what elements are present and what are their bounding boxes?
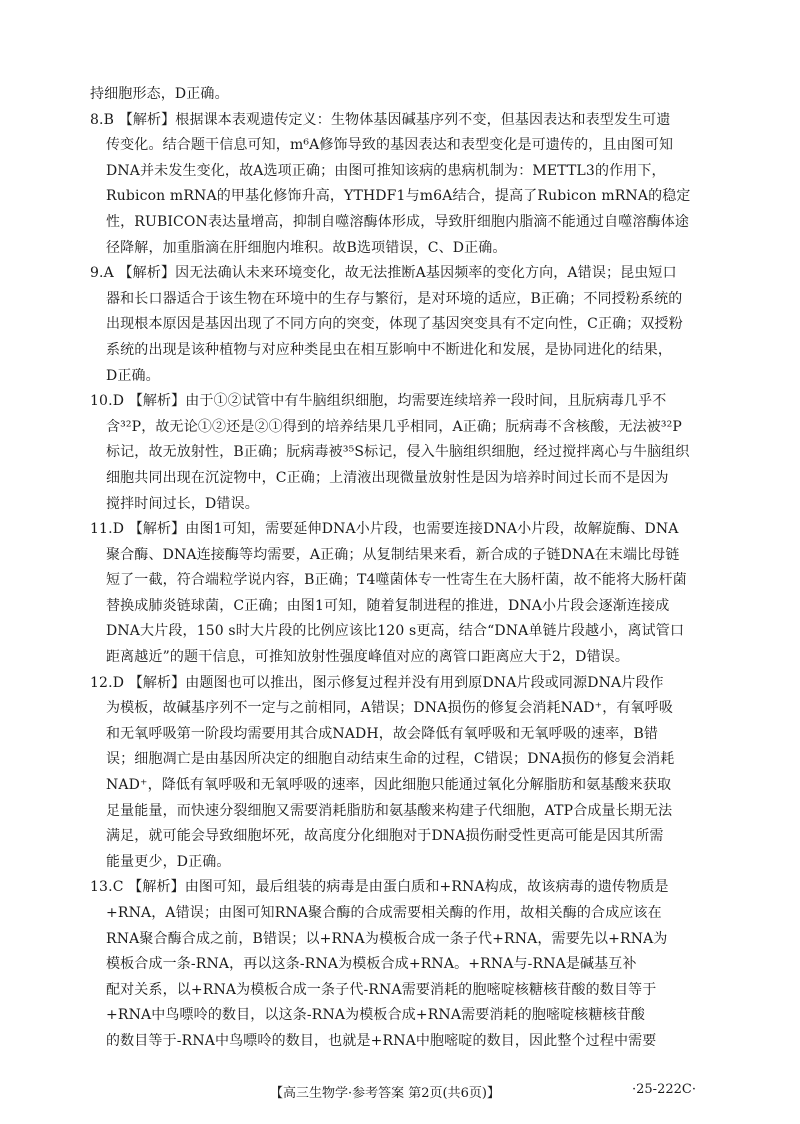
answer-11-line: 11.D 【解析】由图1可知，需要延伸DNA小片段，也需要连接DNA小片段，故解旋酶、DNA (90, 521, 679, 538)
text-line: 标记，故无放射性，B正确；朊病毒被³⁵S标记，侵入牛脑组织细胞，经过搅拌离心与牛脑组织 (106, 444, 690, 461)
answer-8-line: 8.B 【解析】根据课本表观遗传定义：生物体基因碱基序列不变，但基因表达和表型发生可遗 (90, 111, 671, 128)
text-line: 出现根本原因是基因出现了不同方向的突变，体现了基因突变具有不定向性，C正确；双授粉 (106, 316, 683, 333)
text-line: RNA聚合酶合成之前，B错误；以+RNA为模板合成一条子代+RNA，需要先以+RNA为 (106, 930, 668, 947)
text-line: D正确。 (106, 367, 160, 384)
text-line: 和无氧呼吸第一阶段均需要用其合成NADH，故会降低有氧呼吸和无氧呼吸的速率，B错 (106, 725, 659, 742)
text-line: 能量更少，D正确。 (106, 853, 231, 870)
text-line: DNA大片段，150 s时大片段的比例应该比120 s更高，结合“DNA单链片段越小，离试管口 (106, 623, 685, 640)
text-line: 器和长口器适合于该生物在环境中的生存与繁衍，是对环境的适应，B正确；不同授粉系统的 (106, 290, 683, 307)
text-line: 满足，就可能会导致细胞坏死，故高度分化细胞对于DNA损伤耐受性更高可能是因其所需 (106, 828, 664, 845)
answer-9-line: 9.A 【解析】因无法确认未来环境变化，故无法推断A基因频率的变化方向，A错误；昆虫短口 (90, 265, 677, 282)
text-line: 模板合成一条-RNA，再以这条-RNA为模板合成+RNA。+RNA与-RNA是碱基互补 (106, 956, 637, 973)
text-line: 替换成肺炎链球菌，C正确；由图1可知，随着复制进程的推进，DNA小片段会逐渐连接成 (106, 597, 670, 614)
text-line: 误；细胞凋亡是由基因所决定的细胞自动结束生命的过程，C错误；DNA损伤的修复会消耗 (106, 751, 675, 768)
text-line: 径降解，加重脂滴在肝细胞内堆积。故B选项错误，C、D正确。 (106, 239, 507, 256)
text-line: 细胞共同出现在沉淀物中，C正确；上清液出现微量放射性是因为培养时间过长而不是因为 (106, 469, 669, 486)
text-line: +RNA，A错误；由图可知RNA聚合酶的合成需要相关酶的作用，故相关酶的合成应该在 (106, 905, 662, 921)
text-line: 含³²P，故无论①②还是②①得到的培养结果几乎相同，A正确；朊病毒不含核酸，无法被³²P (106, 418, 682, 435)
answer-13-line: 13.C 【解析】由图可知，最后组装的病毒是由蛋白质和+RNA构成，故该病毒的遗传物质是 (90, 879, 669, 896)
text-line: 性，RUBICON表达量增高，抑制自噬溶酶体形成，导致肝细胞内脂滴不能通过自噬溶酶体途 (106, 213, 690, 230)
text-line: NAD⁺，降低有氧呼吸和无氧呼吸的速率，因此细胞只能通过氧化分解脂肪和氨基酸来获取 (106, 777, 672, 794)
text-line: 配对关系，以+RNA为模板合成一条子代-RNA需要消耗的胞嘧啶核糖核苷酸的数目等于 (106, 981, 657, 998)
text-line: Rubicon mRNA的甲基化修饰升高，YTHDF1与m6A结合，提高了Rubicon mRNA的稳定 (106, 188, 691, 205)
text-line: 搅拌时间过长，D错误。 (106, 495, 259, 512)
text-line: +RNA中鸟嘌呤的数目，以这条-RNA为模板合成+RNA需要消耗的胞嘧啶核糖核苷酸 (106, 1007, 646, 1024)
text-line: 持细胞形态，D正确。 (90, 86, 229, 102)
footer-page-info: 【高三生物学·参考答案 第2页(共6页)】 (270, 1086, 500, 1101)
text-line: 传变化。结合题干信息可知，m⁶A修饰导致的基因表达和表型变化是可遗传的，且由图可知 (106, 137, 674, 154)
page-footer (0, 1082, 800, 1104)
answer-text-body (90, 82, 730, 1055)
text-line: 的数目等于-RNA中鸟嘌呤的数目，也就是+RNA中胞嘧啶的数目，因此整个过程中需要 (106, 1032, 657, 1049)
text-line: 系统的出现是该种植物与对应种类昆虫在相互影响中不断进化和发展，是协同进化的结果， (106, 341, 672, 358)
footer-doc-code: ·25-222C· (632, 1082, 696, 1097)
text-line: 聚合酶、DNA连接酶等均需要，A正确；从复制结果来看，新合成的子链DNA在末端比母链 (106, 546, 680, 563)
answer-12-line: 12.D 【解析】由题图也可以推出，图示修复过程并没有用到原DNA片段或同源DNA片段作 (90, 674, 664, 691)
text-line: DNA并未发生变化，故A选项正确；由图可推知该病的患病机制为：METTL3的作用下， (106, 162, 666, 179)
text-line: 距离越近”的题干信息，可推知放射性强度峰值对应的离管口距离应大于2，D错误。 (106, 649, 629, 666)
text-line: 足量能量，而快速分裂细胞又需要消耗脂肪和氨基酸来构建子代细胞，ATP合成量长期无法 (106, 802, 673, 819)
text-line: 为模板，故碱基序列不一定与之前相同，A错误；DNA损伤的修复会消耗NAD⁺，有氧呼吸 (106, 700, 673, 717)
answer-10-line: 10.D 【解析】由于①②试管中有牛脑组织细胞，均需要连续培养一段时间，且朊病毒几乎不 (90, 393, 667, 410)
text-line: 短了一截，符合端粒学说内容，B正确；T4噬菌体专一性寄生在大肠杆菌，故不能将大肠杆菌 (106, 572, 687, 589)
